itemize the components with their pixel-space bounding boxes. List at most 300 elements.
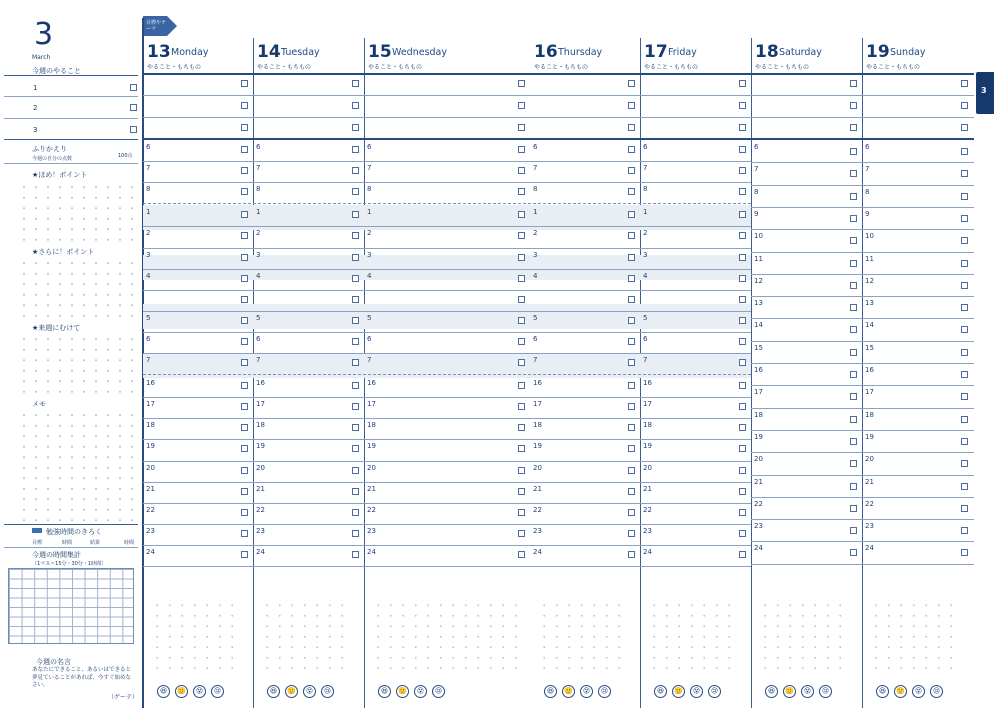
hour-checkbox[interactable] — [850, 260, 857, 267]
hour-label: 7 — [533, 356, 538, 364]
mood-faces — [544, 685, 611, 698]
hour-checkbox[interactable] — [961, 460, 968, 467]
hour-checkbox[interactable] — [518, 211, 525, 218]
hour-label: 16 — [754, 366, 763, 374]
hour-checkbox[interactable] — [628, 188, 635, 195]
hour-checkbox[interactable] — [628, 146, 635, 153]
hour-label: 8 — [256, 185, 261, 193]
hour-checkbox[interactable] — [739, 488, 746, 495]
hour-checkbox[interactable] — [241, 424, 248, 431]
hour-label: 18 — [367, 421, 376, 429]
sad-face-icon[interactable]: 😢 — [708, 685, 721, 698]
laugh-face-icon[interactable]: 😆 — [765, 685, 778, 698]
day-notes-dot-grid[interactable] — [372, 600, 520, 675]
hour-checkbox[interactable] — [352, 551, 359, 558]
smile-face-icon[interactable]: 🙂 — [396, 685, 409, 698]
day-notes-dot-grid[interactable] — [151, 600, 243, 675]
day-notes-dot-grid[interactable] — [870, 600, 963, 675]
sad-face-icon[interactable]: 😢 — [598, 685, 611, 698]
sad-face-icon[interactable]: 😢 — [930, 685, 943, 698]
sad-face-icon[interactable]: 😢 — [211, 685, 224, 698]
hour-label: 6 — [643, 335, 648, 343]
todo-checkbox[interactable] — [241, 80, 248, 87]
hour-checkbox[interactable] — [241, 530, 248, 537]
todo-checkbox[interactable] — [241, 124, 248, 131]
todo-checkbox[interactable] — [739, 80, 746, 87]
hour-checkbox[interactable] — [961, 215, 968, 222]
hour-checkbox[interactable] — [850, 215, 857, 222]
todo-checkbox[interactable] — [628, 102, 635, 109]
hour-checkbox[interactable] — [628, 338, 635, 345]
day-header — [253, 38, 364, 72]
hour-checkbox[interactable] — [961, 193, 968, 200]
laugh-face-icon[interactable]: 😆 — [157, 685, 170, 698]
laugh-face-icon[interactable]: 😆 — [378, 685, 391, 698]
day-notes-dot-grid[interactable] — [538, 600, 630, 675]
hour-checkbox[interactable] — [628, 296, 635, 303]
hour-label: 10 — [754, 232, 763, 240]
hour-checkbox[interactable] — [739, 146, 746, 153]
todo-checkbox[interactable] — [352, 102, 359, 109]
hour-checkbox[interactable] — [961, 416, 968, 423]
hour-label: 6 — [533, 335, 538, 343]
hour-checkbox[interactable] — [850, 416, 857, 423]
hour-label: 3 — [256, 251, 261, 259]
hour-checkbox[interactable] — [850, 282, 857, 289]
hour-checkbox[interactable] — [739, 403, 746, 410]
hour-checkbox[interactable] — [352, 188, 359, 195]
hour-checkbox[interactable] — [352, 254, 359, 261]
hour-label: 8 — [754, 188, 759, 196]
hour-checkbox[interactable] — [518, 551, 525, 558]
hour-checkbox[interactable] — [352, 296, 359, 303]
hour-checkbox[interactable] — [241, 296, 248, 303]
laugh-face-icon[interactable]: 😆 — [267, 685, 280, 698]
hour-checkbox[interactable] — [352, 146, 359, 153]
dizzy-face-icon[interactable]: 😵 — [303, 685, 316, 698]
hour-checkbox[interactable] — [850, 483, 857, 490]
hour-label: 4 — [533, 272, 538, 280]
hour-checkbox[interactable] — [352, 382, 359, 389]
hour-checkbox[interactable] — [739, 296, 746, 303]
hour-label: 19 — [256, 442, 265, 450]
hour-label: 5 — [146, 314, 151, 322]
hour-line — [751, 341, 974, 342]
hour-checkbox[interactable] — [739, 509, 746, 516]
hour-checkbox[interactable] — [850, 148, 857, 155]
hour-checkbox[interactable] — [241, 382, 248, 389]
hour-checkbox[interactable] — [961, 393, 968, 400]
more-point-label: ★さらに！ポイント — [32, 248, 95, 256]
weekly-todo-label: 今週のやること — [32, 67, 81, 75]
todo-checkbox[interactable] — [628, 80, 635, 87]
hour-checkbox[interactable] — [961, 170, 968, 177]
hour-checkbox[interactable] — [739, 530, 746, 537]
day-todo-label: やること・もちもの — [644, 64, 699, 71]
hour-checkbox[interactable] — [241, 232, 248, 239]
hour-checkbox[interactable] — [850, 326, 857, 333]
hour-checkbox[interactable] — [241, 146, 248, 153]
hour-line — [143, 439, 751, 440]
hour-checkbox[interactable] — [739, 317, 746, 324]
hour-checkbox[interactable] — [241, 359, 248, 366]
hour-checkbox[interactable] — [241, 488, 248, 495]
hour-label: 20 — [754, 455, 763, 463]
hour-checkbox[interactable] — [739, 551, 746, 558]
hour-checkbox[interactable] — [241, 167, 248, 174]
memo-label: メモ — [32, 400, 46, 408]
smile-face-icon[interactable]: 🙂 — [894, 685, 907, 698]
hour-label: 8 — [865, 188, 870, 196]
hour-label: 17 — [367, 400, 376, 408]
divider — [4, 547, 138, 548]
hour-label: 20 — [146, 464, 155, 472]
hour-checkbox[interactable] — [518, 146, 525, 153]
hour-checkbox[interactable] — [739, 424, 746, 431]
hour-label: 8 — [643, 185, 648, 193]
hour-checkbox[interactable] — [961, 326, 968, 333]
hour-checkbox[interactable] — [739, 188, 746, 195]
hour-label: 22 — [865, 500, 874, 508]
memo-dot-grid[interactable] — [18, 410, 133, 522]
hour-checkbox[interactable] — [241, 338, 248, 345]
hour-checkbox[interactable] — [241, 467, 248, 474]
hour-line — [143, 353, 751, 354]
goal-hours-label: 時間 — [62, 540, 73, 546]
hour-checkbox[interactable] — [352, 317, 359, 324]
hour-checkbox[interactable] — [241, 211, 248, 218]
hour-checkbox[interactable] — [850, 505, 857, 512]
hour-checkbox[interactable] — [628, 424, 635, 431]
day-header — [143, 38, 253, 72]
quote-author: （ゲーテ） — [108, 694, 139, 701]
hour-label: 6 — [754, 143, 759, 151]
hour-checkbox[interactable] — [739, 254, 746, 261]
hour-label: 22 — [146, 506, 155, 514]
hour-label: 17 — [643, 400, 652, 408]
hour-checkbox[interactable] — [352, 338, 359, 345]
hour-checkbox[interactable] — [241, 445, 248, 452]
todo-checkbox[interactable] — [739, 102, 746, 109]
hour-checkbox[interactable] — [352, 424, 359, 431]
hour-checkbox[interactable] — [961, 527, 968, 534]
hour-checkbox[interactable] — [628, 403, 635, 410]
hour-checkbox[interactable] — [961, 483, 968, 490]
hour-checkbox[interactable] — [850, 193, 857, 200]
todo-checkbox[interactable] — [241, 102, 248, 109]
smile-face-icon[interactable]: 🙂 — [285, 685, 298, 698]
praise-dot-grid[interactable] — [18, 182, 133, 242]
hour-label: 5 — [643, 314, 648, 322]
day-name: Sunday — [890, 47, 926, 58]
hour-checkbox[interactable] — [352, 211, 359, 218]
hour-checkbox[interactable] — [518, 530, 525, 537]
todo-number: 1 — [33, 84, 38, 92]
laugh-face-icon[interactable]: 😆 — [654, 685, 667, 698]
hour-label: 7 — [256, 356, 261, 364]
smile-face-icon[interactable]: 🙂 — [175, 685, 188, 698]
hour-checkbox[interactable] — [518, 359, 525, 366]
hour-checkbox[interactable] — [518, 445, 525, 452]
hour-checkbox[interactable] — [518, 317, 525, 324]
hour-checkbox[interactable] — [241, 188, 248, 195]
hour-checkbox[interactable] — [518, 509, 525, 516]
hour-checkbox[interactable] — [628, 254, 635, 261]
hour-checkbox[interactable] — [739, 382, 746, 389]
left-sidebar — [0, 0, 142, 715]
hour-label: 7 — [367, 356, 372, 364]
hour-checkbox[interactable] — [352, 509, 359, 516]
hour-checkbox[interactable] — [628, 232, 635, 239]
hour-checkbox[interactable] — [628, 445, 635, 452]
hour-label: 6 — [256, 143, 261, 151]
hour-checkbox[interactable] — [739, 167, 746, 174]
hour-checkbox[interactable] — [961, 549, 968, 556]
hour-checkbox[interactable] — [518, 424, 525, 431]
sad-face-icon[interactable]: 😢 — [432, 685, 445, 698]
hour-checkbox[interactable] — [739, 275, 746, 282]
todo-checkbox[interactable] — [850, 80, 857, 87]
hour-checkbox[interactable] — [518, 467, 525, 474]
next-week-dot-grid[interactable] — [18, 334, 133, 394]
todo-section-rule — [143, 138, 974, 140]
hour-label: 3 — [146, 251, 151, 259]
hour-label: 20 — [367, 464, 376, 472]
hour-checkbox[interactable] — [518, 382, 525, 389]
hour-label: 24 — [146, 548, 155, 556]
todo-checkbox[interactable] — [961, 80, 968, 87]
school-hours-band — [143, 304, 751, 329]
todo-checkbox[interactable] — [352, 80, 359, 87]
todo-checkbox[interactable] — [518, 124, 525, 131]
hour-line — [751, 385, 974, 386]
goal-label: 目標 — [32, 540, 43, 546]
day-notes-dot-grid[interactable] — [261, 600, 354, 675]
hour-checkbox[interactable] — [241, 254, 248, 261]
hour-checkbox[interactable] — [352, 359, 359, 366]
todo-number: 3 — [33, 126, 38, 134]
hour-checkbox[interactable] — [518, 254, 525, 261]
hour-checkbox[interactable] — [850, 460, 857, 467]
hour-checkbox[interactable] — [241, 509, 248, 516]
hour-checkbox[interactable] — [518, 403, 525, 410]
hour-checkbox[interactable] — [518, 188, 525, 195]
hour-checkbox[interactable] — [628, 509, 635, 516]
hour-checkbox[interactable] — [739, 467, 746, 474]
todo-checkbox[interactable] — [518, 102, 525, 109]
todo-checkbox[interactable] — [352, 124, 359, 131]
todo-checkbox[interactable] — [961, 124, 968, 131]
hour-checkbox[interactable] — [352, 232, 359, 239]
hour-checkbox[interactable] — [850, 393, 857, 400]
hour-checkbox[interactable] — [352, 530, 359, 537]
hour-checkbox[interactable] — [961, 371, 968, 378]
hour-checkbox[interactable] — [850, 438, 857, 445]
hour-checkbox[interactable] — [628, 275, 635, 282]
day-header — [862, 38, 973, 72]
hour-checkbox[interactable] — [628, 382, 635, 389]
day-number: 19 — [866, 42, 890, 62]
todo-checkbox[interactable] — [130, 126, 137, 133]
divider — [4, 118, 138, 119]
hour-checkbox[interactable] — [850, 237, 857, 244]
day-notes-dot-grid[interactable] — [759, 600, 852, 675]
hour-checkbox[interactable] — [739, 338, 746, 345]
hour-checkbox[interactable] — [241, 551, 248, 558]
hour-checkbox[interactable] — [352, 467, 359, 474]
hour-checkbox[interactable] — [352, 275, 359, 282]
hour-label: 16 — [643, 379, 652, 387]
smile-face-icon[interactable]: 🙂 — [672, 685, 685, 698]
sad-face-icon[interactable]: 😢 — [819, 685, 832, 698]
hour-label: 4 — [643, 272, 648, 280]
todo-checkbox[interactable] — [961, 102, 968, 109]
hour-label: 2 — [146, 229, 151, 237]
dizzy-face-icon[interactable]: 😵 — [801, 685, 814, 698]
day-number: 16 — [534, 42, 558, 62]
hour-checkbox[interactable] — [352, 167, 359, 174]
hour-checkbox[interactable] — [628, 467, 635, 474]
hour-checkbox[interactable] — [352, 445, 359, 452]
hour-line — [751, 162, 974, 163]
laugh-face-icon[interactable]: 😆 — [544, 685, 557, 698]
score-suffix: 100点 — [118, 153, 133, 159]
hour-checkbox[interactable] — [850, 371, 857, 378]
hour-checkbox[interactable] — [628, 167, 635, 174]
dizzy-face-icon[interactable]: 😵 — [414, 685, 427, 698]
hour-label: 13 — [754, 299, 763, 307]
hour-checkbox[interactable] — [961, 148, 968, 155]
hour-line — [143, 269, 751, 270]
day-name: Friday — [668, 47, 697, 58]
hour-checkbox[interactable] — [241, 403, 248, 410]
hour-checkbox[interactable] — [961, 304, 968, 311]
hour-line — [751, 363, 974, 364]
hour-label: 7 — [754, 165, 759, 173]
hour-label: 6 — [643, 143, 648, 151]
todo-checkbox[interactable] — [739, 124, 746, 131]
hour-checkbox[interactable] — [850, 527, 857, 534]
school-hours-band — [143, 255, 751, 280]
hour-checkbox[interactable] — [518, 488, 525, 495]
hour-checkbox[interactable] — [739, 359, 746, 366]
hour-label: 16 — [146, 379, 155, 387]
todo-checkbox[interactable] — [850, 124, 857, 131]
hour-checkbox[interactable] — [628, 317, 635, 324]
dizzy-face-icon[interactable]: 😵 — [580, 685, 593, 698]
hour-checkbox[interactable] — [628, 488, 635, 495]
hour-checkbox[interactable] — [961, 438, 968, 445]
hour-checkbox[interactable] — [352, 403, 359, 410]
laugh-face-icon[interactable]: 😆 — [876, 685, 889, 698]
smile-face-icon[interactable]: 🙂 — [562, 685, 575, 698]
hour-checkbox[interactable] — [518, 296, 525, 303]
week-total-hint: （1マス＝15分・30分・1時間） — [32, 561, 107, 567]
hour-label: 6 — [367, 143, 372, 151]
sad-face-icon[interactable]: 😢 — [321, 685, 334, 698]
hour-label: 21 — [754, 478, 763, 486]
todo-checkbox[interactable] — [130, 84, 137, 91]
hour-checkbox[interactable] — [961, 260, 968, 267]
hour-label: 4 — [256, 272, 261, 280]
dizzy-face-icon[interactable]: 😵 — [690, 685, 703, 698]
hour-label: 16 — [865, 366, 874, 374]
hour-checkbox[interactable] — [739, 211, 746, 218]
month-index-tab[interactable]: 3 — [976, 72, 994, 114]
hour-label: 22 — [643, 506, 652, 514]
hour-checkbox[interactable] — [628, 551, 635, 558]
hour-label: 6 — [533, 143, 538, 151]
hour-checkbox[interactable] — [961, 349, 968, 356]
smile-face-icon[interactable]: 🙂 — [783, 685, 796, 698]
hour-label: 18 — [643, 421, 652, 429]
divider — [4, 139, 138, 140]
todo-checkbox[interactable] — [130, 104, 137, 111]
hour-checkbox[interactable] — [241, 317, 248, 324]
hour-checkbox[interactable] — [739, 232, 746, 239]
hour-label: 5 — [533, 314, 538, 322]
hour-checkbox[interactable] — [961, 505, 968, 512]
divider — [4, 163, 138, 164]
todo-number: 2 — [33, 104, 38, 112]
hour-checkbox[interactable] — [961, 282, 968, 289]
hour-checkbox[interactable] — [628, 211, 635, 218]
todo-checkbox[interactable] — [850, 102, 857, 109]
hour-label: 14 — [865, 321, 874, 329]
next-week-label: ★来週にむけて — [32, 324, 81, 332]
mood-faces — [765, 685, 832, 698]
hour-label: 5 — [256, 314, 261, 322]
hour-label: 6 — [146, 335, 151, 343]
more-dot-grid[interactable] — [18, 258, 133, 318]
todo-checkbox[interactable] — [628, 124, 635, 131]
todo-checkbox[interactable] — [518, 80, 525, 87]
reflection-label: ふりかえり — [32, 145, 67, 153]
hour-checkbox[interactable] — [518, 167, 525, 174]
hour-checkbox[interactable] — [518, 232, 525, 239]
hour-checkbox[interactable] — [241, 275, 248, 282]
hour-line — [751, 229, 974, 230]
hour-checkbox[interactable] — [628, 530, 635, 537]
hour-checkbox[interactable] — [850, 349, 857, 356]
hour-label: 6 — [367, 335, 372, 343]
hour-checkbox[interactable] — [518, 338, 525, 345]
hour-label: 18 — [256, 421, 265, 429]
hour-label: 15 — [865, 344, 874, 352]
hour-checkbox[interactable] — [518, 275, 525, 282]
hour-label: 24 — [256, 548, 265, 556]
day-number: 14 — [257, 42, 281, 62]
hour-checkbox[interactable] — [352, 488, 359, 495]
day-name: Monday — [171, 47, 209, 58]
hour-checkbox[interactable] — [961, 237, 968, 244]
hour-line — [143, 418, 751, 419]
day-notes-dot-grid[interactable] — [648, 600, 741, 675]
dizzy-face-icon[interactable]: 😵 — [912, 685, 925, 698]
hour-checkbox[interactable] — [850, 304, 857, 311]
study-time-grid[interactable] — [8, 568, 134, 644]
mood-faces — [378, 685, 445, 698]
hour-checkbox[interactable] — [850, 170, 857, 177]
hour-checkbox[interactable] — [628, 359, 635, 366]
hour-checkbox[interactable] — [850, 549, 857, 556]
hour-line — [751, 541, 974, 542]
mood-faces — [654, 685, 721, 698]
hour-checkbox[interactable] — [739, 445, 746, 452]
hour-label: 24 — [533, 548, 542, 556]
dizzy-face-icon[interactable]: 😵 — [193, 685, 206, 698]
hour-label: 6 — [256, 335, 261, 343]
